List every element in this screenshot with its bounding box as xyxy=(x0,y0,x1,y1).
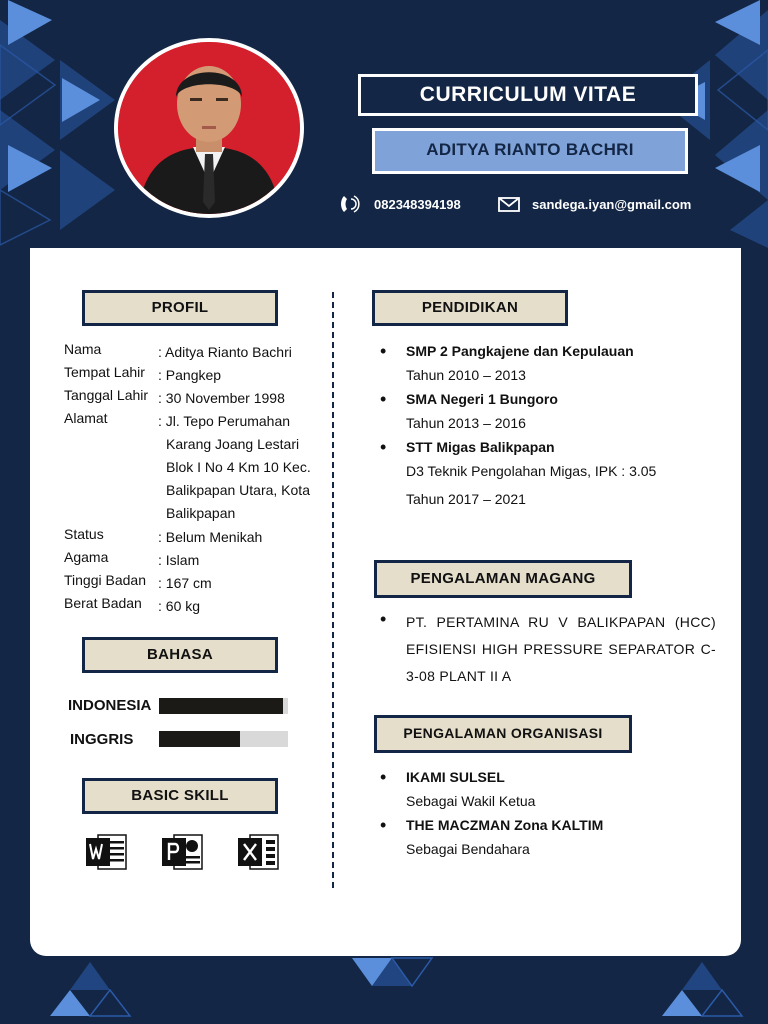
list-item xyxy=(374,437,714,513)
profil-row xyxy=(64,387,318,410)
pendidikan-list xyxy=(374,341,714,513)
profil-value-line: : 60 kg xyxy=(158,598,201,614)
language-level-fill xyxy=(159,698,283,714)
language-level-fill xyxy=(159,731,240,747)
list-item xyxy=(374,767,714,815)
word-icon xyxy=(84,832,128,872)
profil-value-line: : Aditya Rianto Bachri xyxy=(158,344,292,360)
profil-row xyxy=(64,526,318,549)
profil-label: Alamat xyxy=(64,410,108,426)
organization-name: • THE MACZMAN Zona KALTIM xyxy=(406,817,604,833)
phone-icon xyxy=(338,193,364,215)
list-item xyxy=(374,815,714,863)
profil-value xyxy=(158,364,318,387)
profil-label: Tinggi Badan xyxy=(64,572,146,588)
organization-name: • IKAMI SULSEL xyxy=(406,769,505,785)
profil-row xyxy=(64,572,318,595)
profil-value-line: : Belum Menikah xyxy=(158,529,263,545)
organization-role: Sebagai Wakil Ketua xyxy=(406,793,536,809)
magang-heading: PENGALAMAN MAGANG xyxy=(374,560,632,598)
skill-heading: BASIC SKILL xyxy=(82,778,278,814)
profil-value xyxy=(158,387,318,410)
powerpoint-icon xyxy=(160,832,204,872)
school-period: Tahun 2010 – 2013 xyxy=(406,367,526,383)
bahasa-heading: BAHASA xyxy=(82,637,278,673)
person-portrait xyxy=(118,42,300,214)
list-item xyxy=(374,341,714,389)
profil-value xyxy=(158,549,318,572)
list-item: • PT. PERTAMINA RU V BALIKPAPAN (HCC) EFISIENSI HIGH PRESSURE SEPARATOR C-3-08 PLANT II A xyxy=(374,609,716,690)
profil-row xyxy=(64,341,318,364)
profil-label: Tempat Lahir xyxy=(64,364,145,380)
profil-value xyxy=(158,595,318,618)
profil-value-line: : 167 cm xyxy=(158,575,212,591)
excel-icon xyxy=(236,832,280,872)
profil-value-line: : 30 November 1998 xyxy=(158,390,285,406)
profil-label: Agama xyxy=(64,549,109,565)
profil-row xyxy=(64,364,318,387)
profil-value-line: Karang Joang Lestari xyxy=(166,436,300,452)
profil-value xyxy=(158,526,318,549)
profil-value-line: : Pangkep xyxy=(158,367,222,383)
magang-list xyxy=(374,609,716,690)
candidate-name: ADITYA RIANTO BACHRI xyxy=(372,128,688,174)
school-name: • SMP 2 Pangkajene dan Kepulauan xyxy=(406,343,634,359)
cv-title: CURRICULUM VITAE xyxy=(358,74,698,116)
language-name: INGGRIS xyxy=(70,731,134,748)
pendidikan-heading: PENDIDIKAN xyxy=(372,290,568,326)
email-address: sandega.iyan@gmail.com xyxy=(532,196,692,212)
language-name: INDONESIA xyxy=(68,697,152,714)
profil-value xyxy=(158,410,318,525)
profil-row xyxy=(64,595,318,618)
profil-label: Nama xyxy=(64,341,102,357)
language-level-bar xyxy=(159,731,288,747)
column-divider xyxy=(332,292,334,888)
school-program: D3 Teknik Pengolahan Migas, IPK : 3.05 xyxy=(406,463,657,479)
organisasi-list xyxy=(374,767,714,863)
profil-value xyxy=(158,572,318,595)
language-level-bar xyxy=(159,698,288,714)
profil-label: Status xyxy=(64,526,104,542)
envelope-icon xyxy=(496,193,522,215)
phone-number: 082348394198 xyxy=(374,196,461,212)
profil-label: Berat Badan xyxy=(64,595,142,611)
organisasi-heading: PENGALAMAN ORGANISASI xyxy=(374,715,632,753)
profil-value-line: : Jl. Tepo Perumahan xyxy=(158,413,291,429)
school-name: • STT Migas Balikpapan xyxy=(406,439,555,455)
profil-value-line: Balikpapan xyxy=(166,505,236,521)
organization-role: Sebagai Bendahara xyxy=(406,841,530,857)
list-item xyxy=(374,389,714,437)
school-name: • SMA Negeri 1 Bungoro xyxy=(406,391,558,407)
profil-heading: PROFIL xyxy=(82,290,278,326)
profil-value xyxy=(158,341,318,364)
profile-photo xyxy=(114,38,304,218)
profil-value-line: Blok I No 4 Km 10 Kec. xyxy=(166,459,311,475)
school-period: Tahun 2017 – 2021 xyxy=(406,491,526,507)
school-period: Tahun 2013 – 2016 xyxy=(406,415,526,431)
profil-row xyxy=(64,410,318,525)
profil-value-line: Balikpapan Utara, Kota xyxy=(166,482,310,498)
phone-contact xyxy=(338,192,461,216)
profil-row xyxy=(64,549,318,572)
profil-label: Tanggal Lahir xyxy=(64,387,149,403)
profil-value-line: : Islam xyxy=(158,552,200,568)
email-contact xyxy=(496,192,691,216)
